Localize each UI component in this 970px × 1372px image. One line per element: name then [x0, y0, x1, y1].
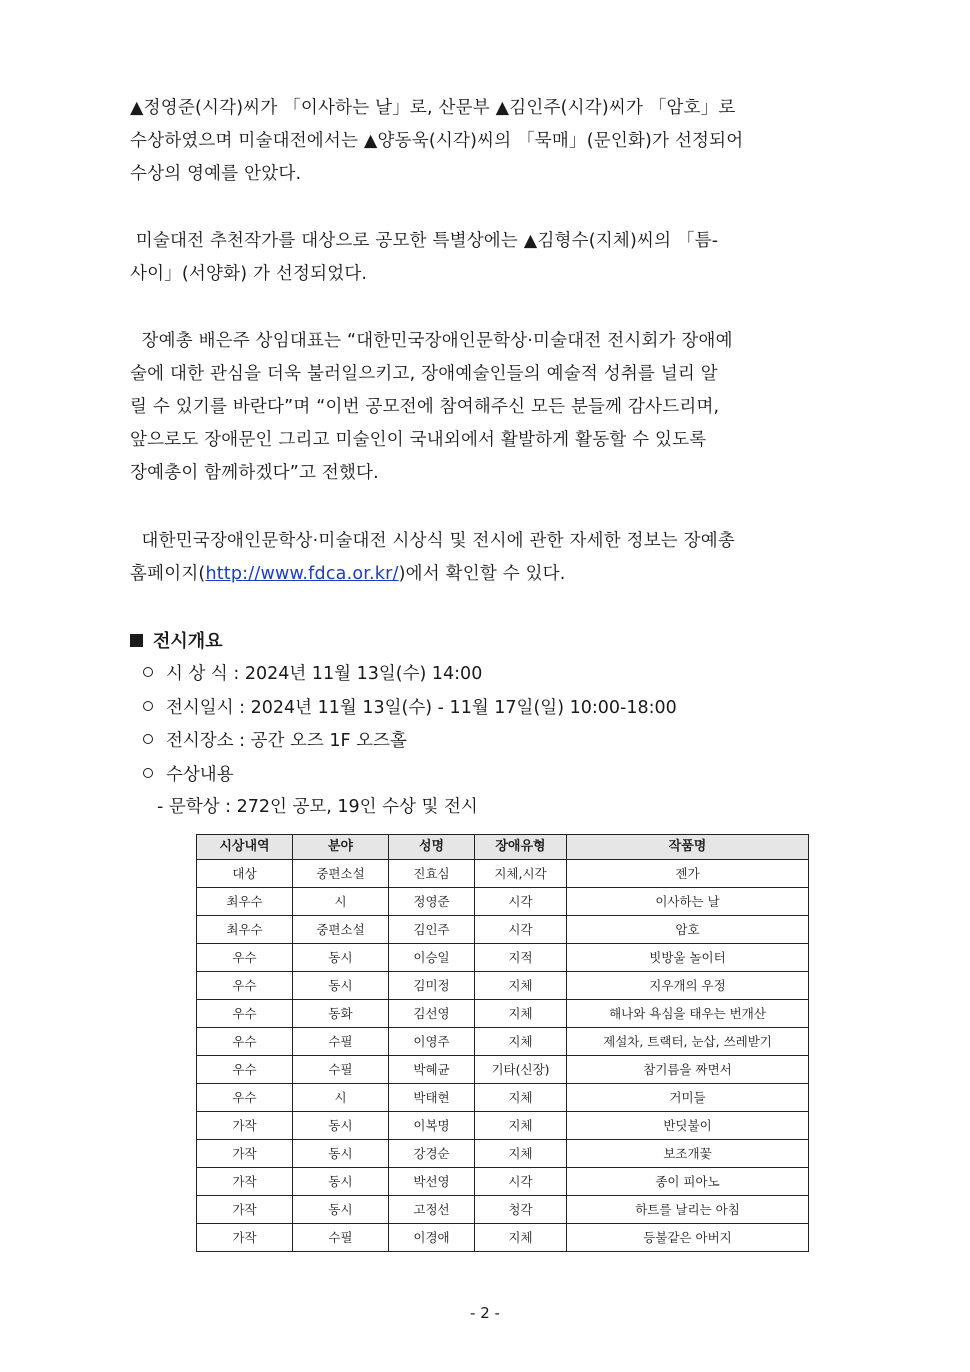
table-cell: 젠가	[567, 860, 809, 888]
table-cell: 동시	[293, 1112, 389, 1140]
table-cell: 지우개의 우정	[567, 972, 809, 1000]
text-fragment: 홈페이지(	[130, 564, 206, 584]
table-cell: 우수	[197, 944, 293, 972]
table-cell: 반딧불이	[567, 1112, 809, 1140]
table-cell: 빗방울 놀이터	[567, 944, 809, 972]
table-cell: 수필	[293, 1056, 389, 1084]
table-cell: 동시	[293, 944, 389, 972]
table-cell: 지체	[475, 1000, 567, 1028]
table-cell: 지체	[475, 1028, 567, 1056]
table-row	[197, 1000, 809, 1028]
table-cell: 거미들	[567, 1084, 809, 1112]
table-cell: 종이 피아노	[567, 1168, 809, 1196]
table-cell: 지체	[475, 972, 567, 1000]
list-item-text: 전시장소 : 공간 오즈 1F 오즈홀	[166, 731, 407, 751]
table-body	[197, 860, 809, 1252]
text-line: 릴 수 있기를 바란다”며 “이번 공모전에 참여해주신 모든 분들께 감사드리며,	[130, 397, 720, 417]
table-cell: 지체	[475, 1224, 567, 1252]
table-cell: 지체	[475, 1112, 567, 1140]
list-item	[143, 658, 677, 692]
table-cell: 가작	[197, 1112, 293, 1140]
list-item-text: 수상내용	[166, 764, 234, 785]
section-title-text: 전시개요	[153, 631, 223, 652]
table-cell: 동시	[293, 1196, 389, 1224]
page-number: - 2 -	[470, 1304, 500, 1322]
table-cell: 수필	[293, 1224, 389, 1252]
table-row	[197, 888, 809, 916]
table-row	[197, 1168, 809, 1196]
table-cell: 시	[293, 1084, 389, 1112]
column-header: 장애유형	[475, 835, 567, 860]
table-cell: 이승일	[389, 944, 475, 972]
text-line	[130, 558, 842, 591]
table-row	[197, 1056, 809, 1084]
text-line: 미술대전 추천작가를 대상으로 공모한 특별상에는 ▲김형수(지체)씨의 「틈-	[130, 231, 719, 251]
table-cell: 대상	[197, 860, 293, 888]
table-cell: 동시	[293, 972, 389, 1000]
table-cell: 진효심	[389, 860, 475, 888]
table-cell: 동시	[293, 1140, 389, 1168]
table-cell: 제설차, 트랙터, 눈삽, 쓰레받기	[567, 1028, 809, 1056]
table-row	[197, 860, 809, 888]
table-row	[197, 1140, 809, 1168]
table-cell: 최우수	[197, 888, 293, 916]
table-cell: 지체	[475, 1140, 567, 1168]
table-row	[197, 1112, 809, 1140]
table-row	[197, 1196, 809, 1224]
text-line: 대한민국장애인문학상·미술대전 시상식 및 전시에 관한 자세한 정보는 장예총	[130, 531, 735, 551]
table-cell: 우수	[197, 1056, 293, 1084]
table-cell: 이경애	[389, 1224, 475, 1252]
table-cell: 시각	[475, 888, 567, 916]
table-cell: 가작	[197, 1224, 293, 1252]
table-cell: 동화	[293, 1000, 389, 1028]
table-cell: 이사하는 날	[567, 888, 809, 916]
list-item	[143, 692, 677, 726]
column-header: 작품명	[567, 835, 809, 860]
table-cell: 시각	[475, 1168, 567, 1196]
text-line: ▲정영준(시각)씨가 「이사하는 날」로, 산문부 ▲김인주(시각)씨가 「암호」로	[130, 98, 736, 118]
text-line: 앞으로도 장애문인 그리고 미술인이 국내외에서 활발하게 활동할 수 있도록	[130, 430, 707, 450]
table-cell: 해나와 욕심을 태우는 번개산	[567, 1000, 809, 1028]
table-cell: 암호	[567, 916, 809, 944]
square-bullet-icon	[130, 634, 143, 647]
table-cell: 지체	[475, 1084, 567, 1112]
circle-bullet-icon	[143, 667, 153, 677]
text-line: 수상의 영예를 안았다.	[130, 164, 302, 184]
list-item-text: 시 상 식 : 2024년 11월 13일(수) 14:00	[166, 664, 483, 684]
paragraph-representative-quote	[130, 325, 842, 490]
table-cell: 시각	[475, 916, 567, 944]
table-row	[197, 1224, 809, 1252]
table-cell: 이복명	[389, 1112, 475, 1140]
table-cell: 수필	[293, 1028, 389, 1056]
table-cell: 우수	[197, 972, 293, 1000]
table-cell: 동시	[293, 1168, 389, 1196]
circle-bullet-icon	[143, 734, 153, 744]
table-cell: 우수	[197, 1084, 293, 1112]
list-item-text: 전시일시 : 2024년 11월 13일(수) - 11월 17일(일) 10:00-18:00	[166, 697, 677, 718]
table-cell: 지체,시각	[475, 860, 567, 888]
table-cell: 가작	[197, 1196, 293, 1224]
table-cell: 등불같은 아버지	[567, 1224, 809, 1252]
table-cell: 박태현	[389, 1084, 475, 1112]
text-line: 술에 대한 관심을 더욱 불러일으키고, 장애예술인들의 예술적 성취를 널리 알	[130, 364, 718, 384]
table-cell: 박혜균	[389, 1056, 475, 1084]
table-cell: 우수	[197, 1028, 293, 1056]
literature-award-summary: - 문학상 : 272인 공모, 19인 수상 및 전시	[157, 797, 478, 817]
circle-bullet-icon	[143, 768, 153, 778]
column-header: 분야	[293, 835, 389, 860]
column-header: 성명	[389, 835, 475, 860]
table-cell: 보조개꽃	[567, 1140, 809, 1168]
text-line: 사이」(서양화) 가 선정되었다.	[130, 264, 368, 284]
table-cell: 시	[293, 888, 389, 916]
table-cell: 중편소설	[293, 916, 389, 944]
table-cell: 이영주	[389, 1028, 475, 1056]
table-header-row	[197, 835, 809, 860]
homepage-link[interactable]: http://www.fdca.or.kr/	[205, 564, 399, 584]
table-row	[197, 944, 809, 972]
table-row	[197, 916, 809, 944]
table-row	[197, 972, 809, 1000]
text-line: 장예총이 함께하겠다”고 전했다.	[130, 463, 379, 483]
column-header: 시상내역	[197, 835, 293, 860]
paragraph-special-award	[130, 225, 842, 291]
table-cell: 기타(신장)	[475, 1056, 567, 1084]
table-cell: 박선영	[389, 1168, 475, 1196]
table-cell: 가작	[197, 1140, 293, 1168]
text-fragment: )에서 확인할 수 있다.	[398, 564, 566, 584]
paragraph-more-info	[130, 525, 842, 591]
table-cell: 김인주	[389, 916, 475, 944]
table-cell: 최우수	[197, 916, 293, 944]
table-cell: 김선영	[389, 1000, 475, 1028]
section-heading	[130, 627, 223, 653]
table-cell: 강경순	[389, 1140, 475, 1168]
table-row	[197, 1084, 809, 1112]
table-cell: 우수	[197, 1000, 293, 1028]
table-cell: 참기름을 짜면서	[567, 1056, 809, 1084]
table-row	[197, 1028, 809, 1056]
table-cell: 정영준	[389, 888, 475, 916]
text-line: 장예총 배은주 상임대표는 “대한민국장애인문학상·미술대전 전시회가 장애예	[130, 331, 733, 351]
table-cell: 김미정	[389, 972, 475, 1000]
awards-table	[196, 834, 809, 1252]
text-line: 수상하였으며 미술대전에서는 ▲양동욱(시각)씨의 「묵매」(문인화)가 선정되어	[130, 131, 744, 151]
list-item	[143, 759, 677, 793]
paragraph-awards-intro	[130, 92, 842, 191]
table-cell: 지적	[475, 944, 567, 972]
circle-bullet-icon	[143, 701, 153, 711]
table-cell: 가작	[197, 1168, 293, 1196]
overview-list	[143, 658, 677, 792]
table-cell: 중편소설	[293, 860, 389, 888]
table-cell: 하트를 날리는 아침	[567, 1196, 809, 1224]
table-cell: 고정선	[389, 1196, 475, 1224]
table-cell: 청각	[475, 1196, 567, 1224]
list-item	[143, 725, 677, 759]
